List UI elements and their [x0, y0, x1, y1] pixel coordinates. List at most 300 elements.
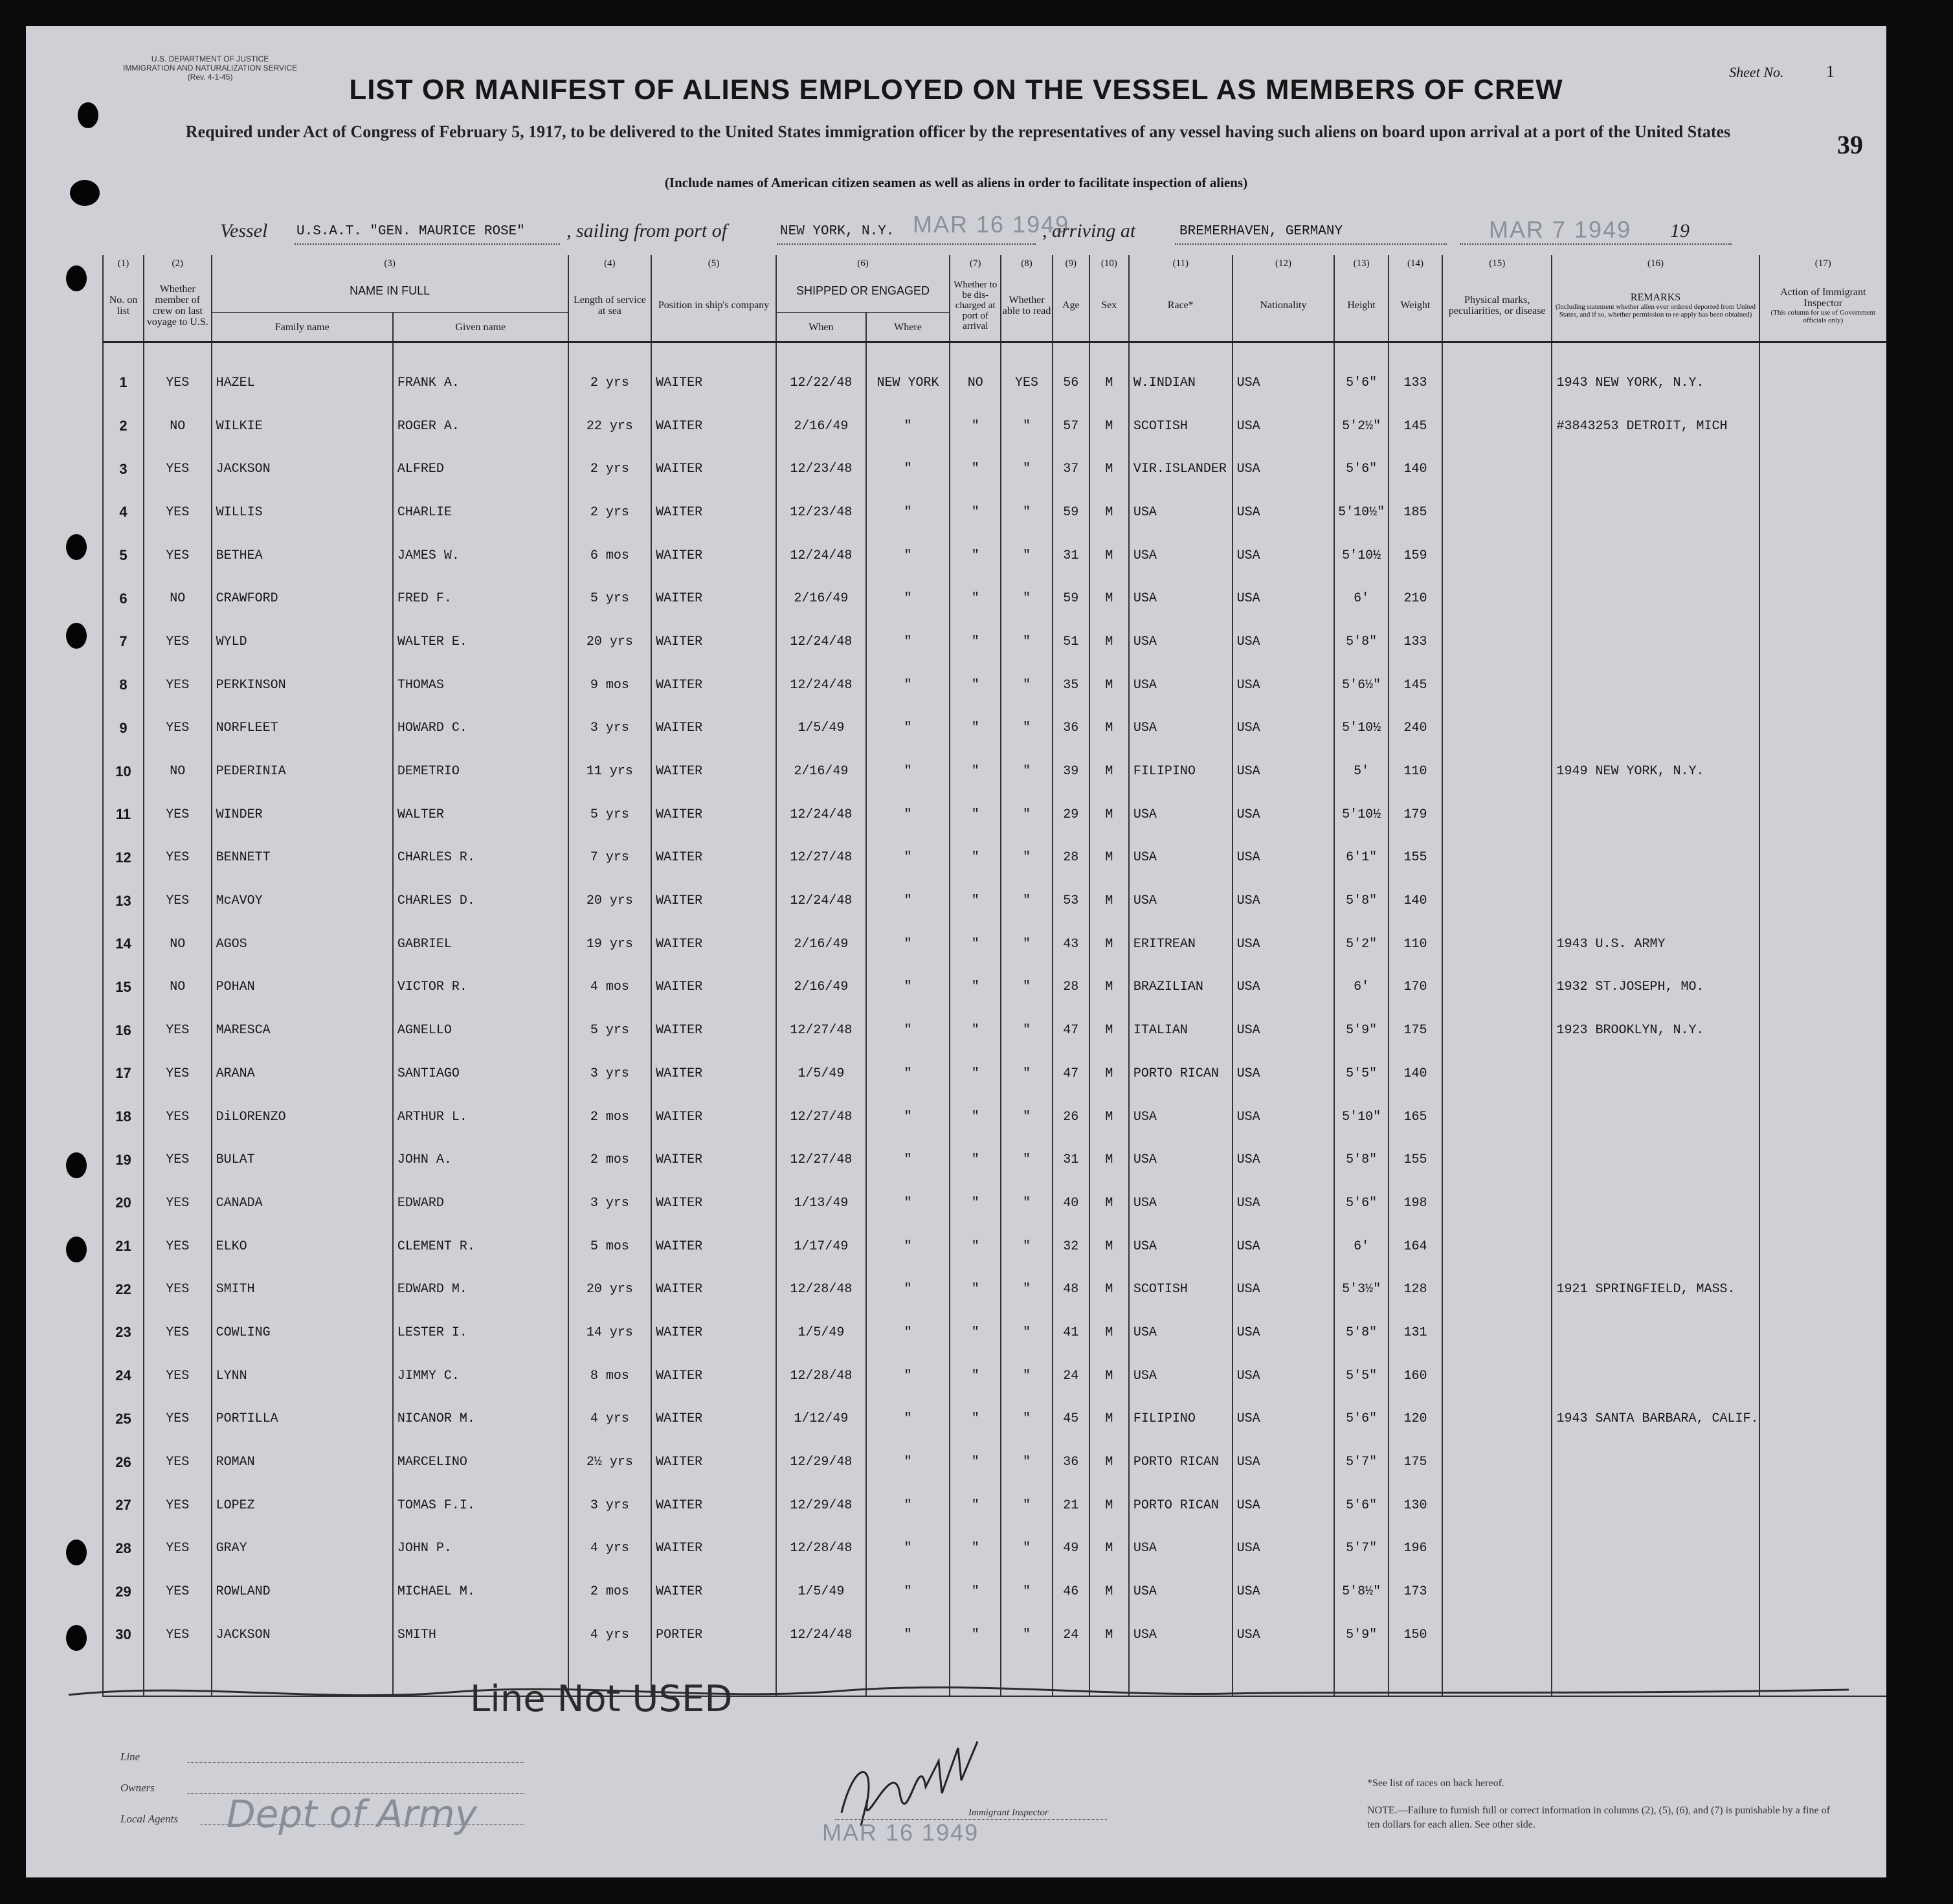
table-row [103, 1440, 1886, 1484]
punch-hole [66, 623, 87, 649]
length-cell: 5 yrs [568, 577, 651, 620]
table-row [103, 1225, 1886, 1268]
table-row [103, 1527, 1886, 1571]
height-cell: 5'9" [1334, 1009, 1389, 1052]
family-name-cell: BETHEA [212, 534, 393, 577]
action-cell [1759, 793, 1886, 836]
line-not-used-note: Line Not USED [470, 1678, 733, 1720]
row-number: 5 [103, 534, 144, 577]
where-cell: " [866, 1095, 950, 1139]
when-cell: 2/16/49 [776, 577, 866, 620]
given-name-cell: ALFRED [393, 447, 568, 491]
where-cell: NEW YORK [866, 361, 950, 405]
member-cell: YES [144, 491, 212, 534]
row-number: 16 [103, 1009, 144, 1052]
action-cell [1759, 1095, 1886, 1139]
family-name-cell: WYLD [212, 620, 393, 664]
given-name-cell: JOHN A. [393, 1138, 568, 1182]
given-name-cell: ARTHUR L. [393, 1095, 568, 1139]
race-cell: USA [1129, 664, 1233, 707]
discharged-cell: " [950, 793, 1001, 836]
punch-hole [66, 1625, 87, 1651]
sex-cell: M [1089, 923, 1129, 966]
when-cell: 12/27/48 [776, 1095, 866, 1139]
given-name-cell: TOMAS F.I. [393, 1484, 568, 1527]
family-name-cell: McAVOY [212, 879, 393, 923]
length-cell: 2½ yrs [568, 1440, 651, 1484]
race-cell: USA [1129, 620, 1233, 664]
sex-cell: M [1089, 707, 1129, 750]
family-name-cell: BENNETT [212, 836, 393, 880]
length-cell: 3 yrs [568, 1484, 651, 1527]
weight-cell: 150 [1389, 1613, 1442, 1657]
weight-cell: 155 [1389, 836, 1442, 880]
position-cell: WAITER [651, 1095, 776, 1139]
action-cell [1759, 1311, 1886, 1354]
col-num: (9) [1053, 255, 1089, 269]
col-num: (14) [1389, 255, 1442, 269]
member-cell: YES [144, 1268, 212, 1311]
col-num: (8) [1001, 255, 1052, 269]
given-name-cell: FRED F. [393, 577, 568, 620]
sailing-label: , sailing from port of [566, 220, 728, 241]
sailing-port: NEW YORK, N.Y. [780, 224, 895, 239]
table-row [103, 1182, 1886, 1225]
when-cell: 2/16/49 [776, 923, 866, 966]
header-member: Whether member of crew on last voyage to U.S. [144, 269, 212, 342]
read-cell: " [1001, 1182, 1052, 1225]
races-note: *See list of races on back hereof. [1367, 1778, 1504, 1789]
row-number: 22 [103, 1268, 144, 1311]
col-num: (11) [1129, 255, 1233, 269]
discharged-cell: " [950, 577, 1001, 620]
race-cell: ERITREAN [1129, 923, 1233, 966]
remarks-cell [1552, 1527, 1759, 1571]
family-name-cell: ARANA [212, 1052, 393, 1095]
given-name-cell: DEMETRIO [393, 750, 568, 793]
length-cell: 2 mos [568, 1095, 651, 1139]
read-cell: " [1001, 1440, 1052, 1484]
height-cell: 5'10" [1334, 1095, 1389, 1139]
position-cell: WAITER [651, 1311, 776, 1354]
discharged-cell: " [950, 1225, 1001, 1268]
remarks-cell: 1921 SPRINGFIELD, MASS. [1552, 1268, 1759, 1311]
row-number: 10 [103, 750, 144, 793]
family-name-cell: ROWLAND [212, 1570, 393, 1613]
age-cell: 51 [1053, 620, 1089, 664]
read-cell: " [1001, 1613, 1052, 1657]
age-cell: 24 [1053, 1354, 1089, 1398]
remarks-cell: 1923 BROOKLYN, N.Y. [1552, 1009, 1759, 1052]
physical-marks-cell [1442, 664, 1552, 707]
when-cell: 2/16/49 [776, 405, 866, 448]
header-when: When [776, 313, 866, 342]
physical-marks-cell [1442, 1138, 1552, 1182]
weight-cell: 131 [1389, 1311, 1442, 1354]
when-cell: 12/29/48 [776, 1484, 866, 1527]
nationality-cell: USA [1233, 447, 1335, 491]
remarks-cell: 1943 SANTA BARBARA, CALIF. [1552, 1398, 1759, 1441]
age-cell: 32 [1053, 1225, 1089, 1268]
member-cell: YES [144, 1570, 212, 1613]
position-cell: WAITER [651, 1527, 776, 1571]
vessel-name: U.S.A.T. "GEN. MAURICE ROSE" [296, 224, 525, 239]
given-name-cell: MICHAEL M. [393, 1570, 568, 1613]
crew-manifest-table [102, 255, 1886, 1697]
weight-cell: 175 [1389, 1009, 1442, 1052]
member-cell: NO [144, 923, 212, 966]
physical-marks-cell [1442, 836, 1552, 880]
header-read: Whether able to read [1001, 269, 1052, 342]
where-cell: " [866, 1182, 950, 1225]
header-family-name: Family name [212, 313, 393, 342]
family-name-cell: COWLING [212, 1311, 393, 1354]
when-cell: 2/16/49 [776, 750, 866, 793]
position-cell: WAITER [651, 664, 776, 707]
discharged-cell: NO [950, 361, 1001, 405]
race-cell: FILIPINO [1129, 750, 1233, 793]
nationality-cell: USA [1233, 836, 1335, 880]
remarks-cell [1552, 879, 1759, 923]
discharged-cell: " [950, 1095, 1001, 1139]
where-cell: " [866, 1009, 950, 1052]
nationality-cell: USA [1233, 491, 1335, 534]
member-cell: YES [144, 1182, 212, 1225]
given-name-cell: WALTER E. [393, 620, 568, 664]
read-cell: " [1001, 534, 1052, 577]
length-cell: 9 mos [568, 664, 651, 707]
weight-cell: 198 [1389, 1182, 1442, 1225]
race-cell: PORTO RICAN [1129, 1052, 1233, 1095]
race-cell: USA [1129, 1613, 1233, 1657]
action-cell [1759, 664, 1886, 707]
age-cell: 59 [1053, 577, 1089, 620]
action-cell [1759, 620, 1886, 664]
when-cell: 1/5/49 [776, 1052, 866, 1095]
row-number: 4 [103, 491, 144, 534]
race-cell: USA [1129, 491, 1233, 534]
race-cell: USA [1129, 1225, 1233, 1268]
family-name-cell: BULAT [212, 1138, 393, 1182]
physical-marks-cell [1442, 1440, 1552, 1484]
weight-cell: 165 [1389, 1095, 1442, 1139]
discharged-cell: " [950, 1570, 1001, 1613]
read-cell: " [1001, 1009, 1052, 1052]
read-cell: " [1001, 1138, 1052, 1182]
age-cell: 49 [1053, 1527, 1089, 1571]
family-name-cell: MARESCA [212, 1009, 393, 1052]
weight-cell: 170 [1389, 966, 1442, 1009]
table-row [103, 577, 1886, 620]
action-cell [1759, 405, 1886, 448]
given-name-cell: GABRIEL [393, 923, 568, 966]
length-cell: 7 yrs [568, 836, 651, 880]
sex-cell: M [1089, 491, 1129, 534]
where-cell: " [866, 1052, 950, 1095]
member-cell: YES [144, 664, 212, 707]
height-cell: 5' [1334, 750, 1389, 793]
family-name-cell: JACKSON [212, 1613, 393, 1657]
when-cell: 1/5/49 [776, 1311, 866, 1354]
where-cell: " [866, 1398, 950, 1441]
age-cell: 46 [1053, 1570, 1089, 1613]
read-cell: " [1001, 966, 1052, 1009]
nationality-cell: USA [1233, 793, 1335, 836]
table-row [103, 707, 1886, 750]
member-cell: NO [144, 966, 212, 1009]
weight-cell: 175 [1389, 1440, 1442, 1484]
table-row [103, 534, 1886, 577]
read-cell: " [1001, 1354, 1052, 1398]
row-number: 20 [103, 1182, 144, 1225]
remarks-cell [1552, 534, 1759, 577]
member-cell: YES [144, 793, 212, 836]
weight-cell: 179 [1389, 793, 1442, 836]
position-cell: WAITER [651, 491, 776, 534]
remarks-cell [1552, 1225, 1759, 1268]
height-cell: 5'8½" [1334, 1570, 1389, 1613]
table-row [103, 1311, 1886, 1354]
length-cell: 2 mos [568, 1138, 651, 1182]
position-cell: WAITER [651, 923, 776, 966]
col-num: (15) [1442, 255, 1552, 269]
physical-marks-cell [1442, 707, 1552, 750]
when-cell: 12/27/48 [776, 1138, 866, 1182]
length-cell: 20 yrs [568, 620, 651, 664]
remarks-cell: 1932 ST.JOSEPH, MO. [1552, 966, 1759, 1009]
table-row [103, 1398, 1886, 1441]
weight-cell: 196 [1389, 1527, 1442, 1571]
position-cell: WAITER [651, 793, 776, 836]
position-cell: WAITER [651, 1398, 776, 1441]
race-cell: USA [1129, 1138, 1233, 1182]
weight-cell: 140 [1389, 447, 1442, 491]
position-cell: WAITER [651, 1225, 776, 1268]
weight-cell: 110 [1389, 923, 1442, 966]
member-cell: YES [144, 1613, 212, 1657]
inspector-signature [829, 1735, 984, 1832]
height-cell: 5'7" [1334, 1527, 1389, 1571]
position-cell: WAITER [651, 405, 776, 448]
nationality-cell: USA [1233, 664, 1335, 707]
member-cell: YES [144, 1484, 212, 1527]
table-row [103, 836, 1886, 880]
nationality-cell: USA [1233, 1225, 1335, 1268]
row-number: 26 [103, 1440, 144, 1484]
age-cell: 28 [1053, 966, 1089, 1009]
nationality-cell: USA [1233, 405, 1335, 448]
discharged-cell: " [950, 664, 1001, 707]
height-cell: 5'10½ [1334, 793, 1389, 836]
weight-cell: 145 [1389, 405, 1442, 448]
header-sex: Sex [1089, 269, 1129, 342]
position-cell: WAITER [651, 836, 776, 880]
read-cell: " [1001, 793, 1052, 836]
height-cell: 5'6" [1334, 447, 1389, 491]
where-cell: " [866, 491, 950, 534]
physical-marks-cell [1442, 966, 1552, 1009]
where-cell: " [866, 966, 950, 1009]
penalty-note: NOTE.—Failure to furnish full or correct information in columns (2), (5), (6), and (7) is punishable by a fine of ten dollars for each alien. See other side. [1367, 1805, 1830, 1830]
read-cell: " [1001, 405, 1052, 448]
where-cell: " [866, 836, 950, 880]
physical-marks-cell [1442, 447, 1552, 491]
when-cell: 12/24/48 [776, 620, 866, 664]
age-cell: 47 [1053, 1009, 1089, 1052]
length-cell: 20 yrs [568, 879, 651, 923]
given-name-cell: ROGER A. [393, 405, 568, 448]
sex-cell: M [1089, 577, 1129, 620]
sex-cell: M [1089, 879, 1129, 923]
row-number: 6 [103, 577, 144, 620]
remarks-cell [1552, 1052, 1759, 1095]
row-number: 19 [103, 1138, 144, 1182]
given-name-cell: EDWARD M. [393, 1268, 568, 1311]
header-discharged: Whether to be dis-charged at port of arrival [950, 269, 1001, 342]
nationality-cell: USA [1233, 577, 1335, 620]
sex-cell: M [1089, 1484, 1129, 1527]
row-number: 13 [103, 879, 144, 923]
member-cell: YES [144, 534, 212, 577]
header-weight: Weight [1389, 269, 1442, 342]
age-cell: 43 [1053, 923, 1089, 966]
row-number: 30 [103, 1613, 144, 1657]
length-cell: 20 yrs [568, 1268, 651, 1311]
read-cell: " [1001, 1268, 1052, 1311]
given-name-cell: HOWARD C. [393, 707, 568, 750]
nationality-cell: USA [1233, 1009, 1335, 1052]
where-cell: " [866, 1527, 950, 1571]
read-cell: " [1001, 1484, 1052, 1527]
sex-cell: M [1089, 620, 1129, 664]
arriving-label: , arriving at [1042, 220, 1136, 241]
given-name-cell: CHARLIE [393, 491, 568, 534]
given-name-cell: JOHN P. [393, 1527, 568, 1571]
position-cell: WAITER [651, 1354, 776, 1398]
height-cell: 6' [1334, 966, 1389, 1009]
action-cell [1759, 1440, 1886, 1484]
race-cell: USA [1129, 1570, 1233, 1613]
age-cell: 56 [1053, 361, 1089, 405]
age-cell: 31 [1053, 534, 1089, 577]
physical-marks-cell [1442, 1570, 1552, 1613]
member-cell: NO [144, 577, 212, 620]
member-cell: YES [144, 1095, 212, 1139]
family-name-cell: NORFLEET [212, 707, 393, 750]
physical-marks-cell [1442, 361, 1552, 405]
when-cell: 12/24/48 [776, 793, 866, 836]
physical-marks-cell [1442, 879, 1552, 923]
age-cell: 35 [1053, 664, 1089, 707]
discharged-cell: " [950, 750, 1001, 793]
sex-cell: M [1089, 361, 1129, 405]
nationality-cell: USA [1233, 1182, 1335, 1225]
sex-cell: M [1089, 793, 1129, 836]
physical-marks-cell [1442, 1225, 1552, 1268]
where-cell: " [866, 1138, 950, 1182]
physical-marks-cell [1442, 923, 1552, 966]
weight-cell: 159 [1389, 534, 1442, 577]
header-physical-marks: Physical marks, peculiarities, or disease [1442, 269, 1552, 342]
action-cell [1759, 1138, 1886, 1182]
member-cell: YES [144, 836, 212, 880]
requirement-text: Required under Act of Congress of February 5, 1917, to be delivered to the United States immigration officer by the representatives of any vessel having such aliens on board upon arrival at a port of the United States [185, 122, 1731, 141]
weight-cell: 140 [1389, 1052, 1442, 1095]
member-cell: YES [144, 879, 212, 923]
table-row [103, 491, 1886, 534]
when-cell: 12/22/48 [776, 361, 866, 405]
family-name-cell: LYNN [212, 1354, 393, 1398]
given-name-cell: JAMES W. [393, 534, 568, 577]
race-cell: SCOTISH [1129, 405, 1233, 448]
height-cell: 5'6" [1334, 1182, 1389, 1225]
discharged-cell: " [950, 1440, 1001, 1484]
where-cell: " [866, 1354, 950, 1398]
position-cell: WAITER [651, 707, 776, 750]
discharged-cell: " [950, 1311, 1001, 1354]
physical-marks-cell [1442, 1268, 1552, 1311]
weight-cell: 120 [1389, 1398, 1442, 1441]
punch-hole [66, 534, 87, 560]
when-cell: 12/28/48 [776, 1527, 866, 1571]
age-cell: 21 [1053, 1484, 1089, 1527]
height-cell: 6'1" [1334, 836, 1389, 880]
position-cell: WAITER [651, 1570, 776, 1613]
table-row [103, 923, 1886, 966]
physical-marks-cell [1442, 1311, 1552, 1354]
action-cell [1759, 1613, 1886, 1657]
length-cell: 5 mos [568, 1225, 651, 1268]
nationality-cell: USA [1233, 620, 1335, 664]
height-cell: 5'8" [1334, 620, 1389, 664]
length-cell: 4 yrs [568, 1527, 651, 1571]
row-number: 1 [103, 361, 144, 405]
age-cell: 59 [1053, 491, 1089, 534]
col-num: (12) [1233, 255, 1335, 269]
read-cell: " [1001, 836, 1052, 880]
inspection-stamp: MAR 16 1949 [822, 1819, 979, 1846]
punch-hole [66, 265, 87, 291]
action-cell [1759, 447, 1886, 491]
race-cell: USA [1129, 1095, 1233, 1139]
read-cell: " [1001, 750, 1052, 793]
sex-cell: M [1089, 1009, 1129, 1052]
row-number: 12 [103, 836, 144, 880]
table-row [103, 966, 1886, 1009]
age-cell: 24 [1053, 1613, 1089, 1657]
remarks-cell [1552, 1095, 1759, 1139]
col-num: (10) [1089, 255, 1129, 269]
sex-cell: M [1089, 836, 1129, 880]
length-cell: 2 mos [568, 1570, 651, 1613]
strike-line [62, 1675, 1875, 1714]
when-cell: 1/12/49 [776, 1398, 866, 1441]
age-cell: 48 [1053, 1268, 1089, 1311]
action-cell [1759, 879, 1886, 923]
col-num: (5) [651, 255, 776, 269]
remarks-cell [1552, 447, 1759, 491]
nationality-cell: USA [1233, 361, 1335, 405]
row-number: 23 [103, 1311, 144, 1354]
table-row [103, 879, 1886, 923]
page-title: LIST OR MANIFEST OF ALIENS EMPLOYED ON THE VESSEL AS MEMBERS OF CREW [349, 74, 1563, 106]
action-cell [1759, 923, 1886, 966]
physical-marks-cell [1442, 1354, 1552, 1398]
remarks-cell [1552, 577, 1759, 620]
length-cell: 11 yrs [568, 750, 651, 793]
discharged-cell: " [950, 1398, 1001, 1441]
height-cell: 5'5" [1334, 1354, 1389, 1398]
